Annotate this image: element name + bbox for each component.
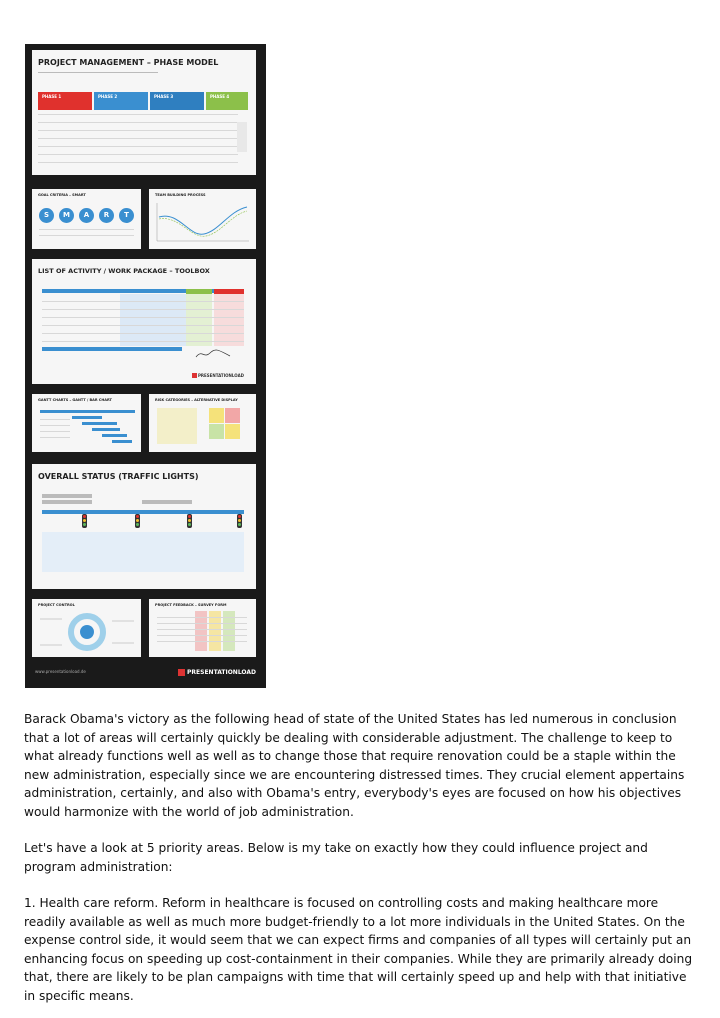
project-feedback-slide bbox=[149, 599, 256, 657]
project-control-slide bbox=[32, 599, 141, 657]
poster-footer-url: www.presentationload.de bbox=[35, 669, 86, 674]
team-building-title: TEAM BUILDING PROCESS bbox=[155, 193, 206, 197]
phase-1-chevron: PHASE 1 bbox=[38, 92, 92, 110]
smart-circle-a: A bbox=[79, 208, 94, 223]
article-paragraph-1: Barack Obama's victory as the following head of state of the United States has led numerous in conclusion that a lot of areas will certainly quickly be dealing with considerable adjustment. The challenge to keep to what already functions well as well as to change those that require renovation could be a staple within the new administration, especially since we are encountering distressed times. They crucial element appertains administration, certainly, and also with Obama's entry, everybody's eyes are focused on how his objectives would harmonize with the world of job administration. bbox=[24, 712, 685, 819]
overall-status-slide bbox=[32, 464, 256, 589]
smart-circle-m: M bbox=[59, 208, 74, 223]
article-paragraph-2: Let's have a look at 5 priority areas. Below is my take on exactly how they could influence project and program administration: bbox=[24, 841, 648, 874]
smart-slide bbox=[32, 189, 141, 249]
smart-title: GOAL CRITERIA – SMART bbox=[38, 193, 86, 197]
phase-model-title: PROJECT MANAGEMENT – PHASE MODEL bbox=[38, 58, 219, 67]
project-feedback-title: PROJECT FEEDBACK – SURVEY FORM bbox=[155, 603, 227, 607]
smart-circle-t: T bbox=[119, 208, 134, 223]
phase-4-chevron: PHASE 4 bbox=[206, 92, 248, 110]
article-paragraph-3: 1. Health care reform. Reform in healthcare is focused on controlling costs and making healthcare more readily available as well as much more budget-friendly to a lot more individuals in the United States. On the expense control side, it would seem that we can expect firms and companies of all types will certainly put an enhancing focus on speeding up cost-containment in their companies. While they are primarily already doing that, there are likely to be plan campaigns with time that will certainly speed up and help with that initiative in specific means. bbox=[24, 896, 693, 1003]
overall-status-title: OVERALL STATUS (TRAFFIC LIGHTS) bbox=[38, 472, 199, 481]
templates-collage-image bbox=[25, 44, 266, 688]
activity-brand-logo: PRESENTATIONLOAD bbox=[192, 373, 244, 379]
team-building-slide bbox=[149, 189, 256, 249]
poster-brand-logo: PRESENTATIONLOAD bbox=[178, 669, 256, 676]
activity-list-title: LIST OF ACTIVITY / WORK PACKAGE – TOOLBOX bbox=[38, 267, 210, 275]
gantt-title: GANTT CHARTS – GANTT / BAR CHART bbox=[38, 398, 112, 402]
smart-circle-r: R bbox=[99, 208, 114, 223]
risk-slide bbox=[149, 394, 256, 452]
team-building-curve bbox=[149, 189, 256, 249]
project-control-cycle bbox=[32, 599, 141, 657]
phase-2-chevron: PHASE 2 bbox=[94, 92, 148, 110]
phase-3-chevron: PHASE 3 bbox=[150, 92, 204, 110]
gantt-slide bbox=[32, 394, 141, 452]
project-control-title: PROJECT CONTROL bbox=[38, 603, 75, 607]
phase-model-slide bbox=[32, 50, 256, 175]
risk-title: RISK CATEGORIES – ALTERNATIVE DISPLAY bbox=[155, 398, 238, 402]
signature-mark bbox=[194, 347, 234, 361]
activity-list-slide bbox=[32, 259, 256, 384]
smart-circle-s: S bbox=[39, 208, 54, 223]
